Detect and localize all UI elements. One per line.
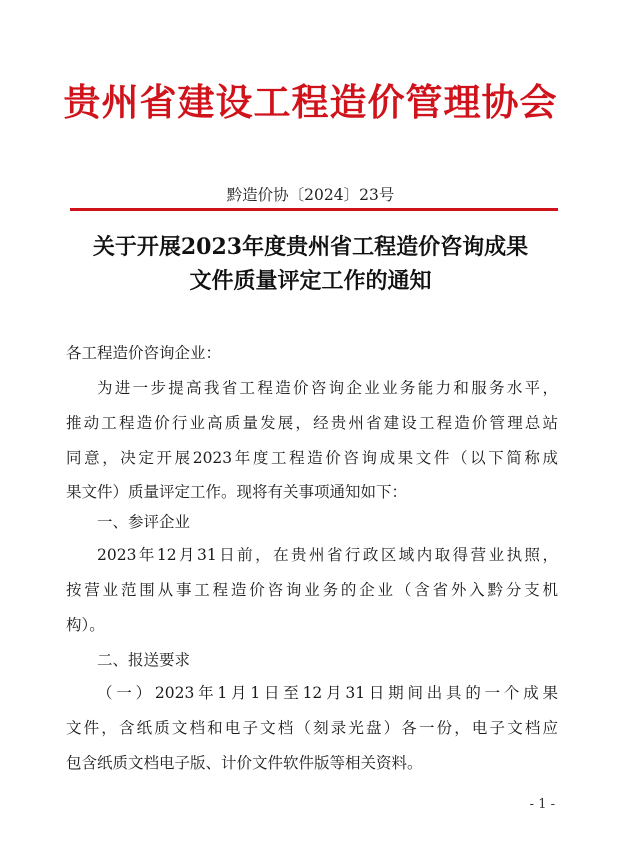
page-number: - 1 - [529, 797, 555, 812]
red-divider [70, 208, 558, 211]
section-1-heading: 一、参评企业 [97, 513, 191, 531]
document-title [0, 230, 621, 298]
intro-line: 同意，决定开展2023年度工程造价咨询成果文件（以下简称成 [66, 448, 558, 467]
intro-line: 果文件）质量评定工作。现将有关事项通知如下： [66, 483, 408, 502]
section-2-heading: 二、报送要求 [97, 651, 191, 669]
doc-number: 黔造价协〔2024〕23号 [226, 186, 395, 204]
section-2-line: 包含纸质文档电子版、计价文件软件版等相关资料。 [66, 753, 423, 772]
intro-line: 为进一步提高我省工程造价咨询企业业务能力和服务水平， [97, 379, 558, 397]
org-title: 贵州省建设工程造价管理协会 [63, 80, 558, 124]
salutation: 各工程造价咨询企业： [66, 344, 222, 362]
section-2-paragraph [66, 676, 558, 780]
document-title-line-1: 关于开展2023年度贵州省工程造价咨询成果 [92, 234, 529, 260]
document-title-line-2: 文件质量评定工作的通知 [189, 268, 432, 294]
section-1-line: 2023年12月31日前，在贵州省行政区域内取得营业执照， [97, 546, 558, 564]
section-1-line: 构）。 [66, 615, 105, 634]
section-1-paragraph [66, 538, 558, 642]
section-1-line: 按营业范围从事工程造价咨询业务的企业（含省外入黔分支机 [66, 580, 558, 599]
intro-line: 推动工程造价行业高质量发展，经贵州省建设工程造价管理总站 [66, 413, 558, 432]
intro-paragraph [66, 371, 558, 510]
section-2-line: 文件，含纸质文档和电子文档（刻录光盘）各一份，电子文档应 [66, 718, 558, 737]
section-2-line: （一）2023年1月1日至12月31日期间出具的一个成果 [97, 684, 558, 702]
